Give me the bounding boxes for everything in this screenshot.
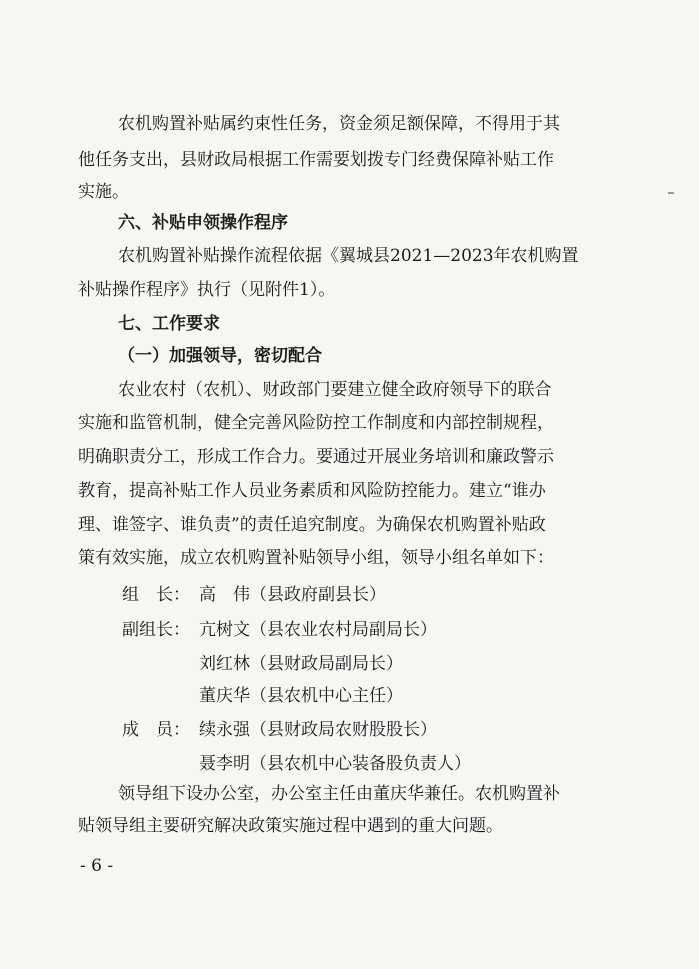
scan-mark: [668, 192, 674, 194]
paragraph-line: 贴领导组主要研究解决政策实施过程中遇到的重大问题。: [78, 816, 503, 836]
section-heading-7: 七、工作要求: [118, 314, 220, 334]
paragraph-line: 农机购置补贴属约束性任务，资金须足额保障，不得用于其: [118, 114, 560, 134]
paragraph-line: 明确职责分工，形成工作合力。要通过开展业务培训和廉政警示: [78, 447, 554, 467]
member-name: 董庆华（县农机中心主任）: [199, 686, 403, 706]
section-heading-6: 六、补贴申领操作程序: [118, 213, 288, 233]
member-name: 刘红林（县财政局副局长）: [199, 654, 403, 674]
member-name: 聂李明（县农机中心装备股负责人）: [199, 754, 471, 774]
member-role: 组 长：: [122, 585, 190, 605]
member-row: [0, 681, 699, 705]
paragraph-line: 实施。: [78, 182, 129, 202]
subsection-heading: （一）加强领导，密切配合: [118, 346, 322, 366]
member-name: 亢树文（县农业农村局副局长）: [199, 620, 437, 640]
paragraph-line: 教育，提高补贴工作人员业务素质和风险防控能力。建立“谁办: [78, 481, 546, 501]
paragraph-line: 他任务支出，县财政局根据工作需要划拨专门经费保障补贴工作: [78, 150, 554, 170]
member-row: [0, 615, 699, 639]
member-row: [0, 749, 699, 773]
page-number: - 6 -: [80, 856, 114, 876]
paragraph-line: 策有效实施，成立农机购置补贴领导小组，领导小组名单如下：: [78, 548, 554, 568]
member-name: 高 伟（县政府副县长）: [199, 585, 386, 605]
paragraph-line: 领导组下设办公室，办公室主任由董庆华兼任。农机购置补: [118, 784, 560, 804]
member-row: [0, 649, 699, 673]
paragraph-line: 补贴操作程序》执行（见附件1）。: [78, 280, 336, 300]
paragraph-line: 实施和监管机制，健全完善风险防控工作制度和内部控制规程，: [78, 413, 554, 433]
member-name: 续永强（县财政局农财股股长）: [199, 720, 437, 740]
member-role: 副组长：: [122, 620, 190, 640]
member-role: 成 员：: [122, 720, 190, 740]
paragraph-line: 农业农村（农机）、财政部门要建立健全政府领导下的联合: [118, 380, 552, 400]
paragraph-line: 理、谁签字、谁负责”的责任追究制度。为确保农机购置补贴政: [78, 515, 546, 535]
member-row: [0, 580, 699, 604]
paragraph-line: 农机购置补贴操作流程依据《翼城县2021—2023年农机购置: [118, 246, 579, 266]
member-row: [0, 715, 699, 739]
